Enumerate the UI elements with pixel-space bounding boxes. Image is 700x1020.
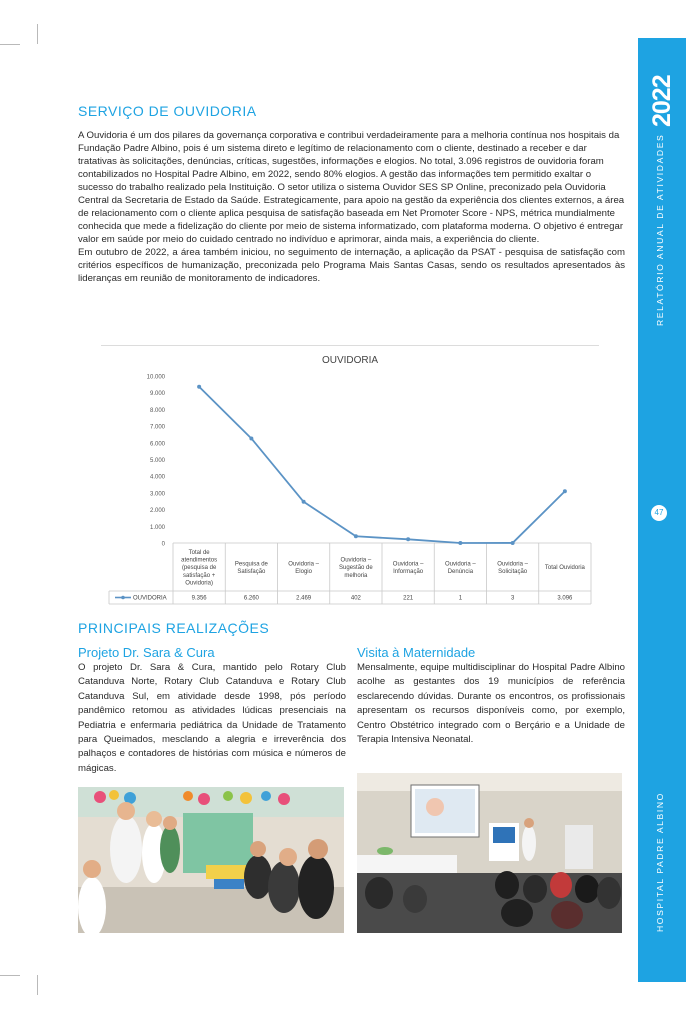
x-category-label: Total Ouvidoria: [544, 565, 585, 572]
series-line-ouvidoria: [199, 387, 565, 543]
crop-mark: [0, 975, 20, 976]
year-logo: 2022: [648, 75, 676, 127]
x-category-label: Denúncia: [447, 569, 474, 575]
data-point: [406, 537, 410, 541]
x-category-label: Informação: [393, 569, 424, 575]
hospital-label: HOSPITAL PADRE ALBINO: [655, 792, 665, 932]
x-category-label: Ouvidoria): [185, 580, 213, 587]
y-tick-label: 7.000: [149, 424, 165, 431]
data-value-label: 6.260: [243, 595, 259, 602]
x-category-label: Ouvidoria –: [340, 557, 372, 564]
x-category-label: Ouvidoria –: [497, 561, 528, 568]
crop-mark: [37, 24, 38, 44]
x-category-label: (pesquisa de: [181, 565, 217, 572]
y-tick-label: 4.000: [149, 474, 165, 481]
data-value-label: 402: [350, 595, 361, 602]
page-number: 47: [651, 505, 667, 521]
chart-title: OUVIDORIA: [321, 355, 379, 366]
data-point: [354, 534, 358, 538]
data-point: [249, 436, 253, 440]
x-category-label: Sugestão de: [339, 565, 373, 572]
crop-mark: [37, 975, 38, 995]
y-tick-label: 2.000: [149, 508, 165, 515]
ouvidoria-heading: SERVIÇO DE OUVIDORIA: [78, 103, 257, 119]
x-category-label: Pesquisa de: [234, 561, 268, 568]
project1-text: O projeto Dr. Sara & Cura, mantido pelo Rotary Club Catanduva Norte, Rotary Club Catanduva e Rotary Club Catanduva Sul, em atividade desde 1998, pós período pandêmico retomou as atividades lúdicas presenciais na Pediatria e enfermaria pediátrica da Unidade de Tratamento para Queimados, mesclando a alegria e irreverência dos palhaços e contadores de histórias com música e números de mágicas.: [78, 662, 346, 774]
y-tick-label: 8.000: [149, 407, 165, 414]
legend-marker: [121, 596, 125, 600]
y-tick-label: 6.000: [149, 441, 165, 448]
realizacoes-heading: PRINCIPAIS REALIZAÇÕES: [78, 620, 270, 636]
x-category-label: Elogio: [295, 569, 312, 575]
data-point: [197, 385, 201, 389]
data-point: [458, 541, 462, 545]
x-category-label: Total de: [188, 550, 210, 556]
y-tick-label: 5.000: [149, 458, 165, 464]
x-category-label: Ouvidoria –: [392, 561, 424, 568]
x-category-label: Satisfação: [237, 569, 266, 575]
project2-text: Mensalmente, equipe multidisciplinar do Hospital Padre Albino acolhe as gestantes dos 19 municípios de referência esclarecendo dúvidas. Durante os encontros, os profissionais apresentam os recursos disponíveis como, por exemplo, Centro Obstétrico integrado com o Berçário e a Unidade de Terapia Intensiva Neonatal.: [357, 662, 625, 746]
x-category-label: atendimentos: [181, 557, 218, 564]
chart-svg: [101, 346, 599, 608]
ouvidoria-chart: [101, 345, 599, 608]
data-value-label: 221: [403, 595, 414, 602]
y-tick-label: 10.000: [146, 374, 165, 381]
x-category-label: Ouvidoria –: [445, 561, 476, 568]
legend-label: OUVIDORIA: [133, 595, 167, 602]
data-point: [511, 541, 515, 545]
ouvidoria-paragraph-2: Em outubro de 2022, a área também iniciou, no seguimento de internação, a aplicação da PSAT - pesquisa de satisfação com critérios específicos de humanização, preconizada pelo Programa Mais Santas Casas, sendo os resultados apresentados às lideranças em reunião de monitoramento de indicadores.: [78, 247, 625, 284]
x-category-label: melhoria: [344, 572, 368, 579]
data-value-label: 1: [458, 595, 463, 602]
crop-mark: [0, 44, 20, 45]
ouvidoria-body: [78, 129, 625, 285]
data-value-label: 2.469: [296, 595, 312, 602]
y-tick-label: 9.000: [149, 391, 165, 398]
data-point: [302, 500, 306, 504]
y-tick-label: 3.000: [149, 491, 165, 498]
report-label: RELATÓRIO ANUAL DE ATIVIDADES: [655, 133, 665, 326]
data-point: [563, 489, 567, 493]
data-value-label: 3: [510, 595, 515, 602]
ouvidoria-paragraph-1: A Ouvidoria é um dos pilares da governança corporativa e contribui verdadeiramente para a melhoria contínua nos hospitais da Fundação Padre Albino, pois é um sistema direto e legítimo de relacionamento com o cliente, destinado a receber e dar tratativas às solicitações, denúncias, críticas, sugestões, informações e elogios. No total, 3.096 registros de ouvidoria foram contabilizados no Hospital Padre Albino, em 2022, sendo 80% elogios. A gestão das informações tem permitido exaltar o sucesso do trabalho realizado pela Instituição. O setor utiliza o sistema Ouvidor SES SP Online, preconizado pela Ouvidoria Central da Secretaria de Estado da Saúde. Estrategicamente, para apoio na gestão da experiência dos clientes externos, a área de relacionamento com o cliente aplica pesquisa de satisfação baseada em Net Promoter Score - NPS, métrica mundialmente conhecida que mede a fidelização do cliente por meio de sistema informatizado, com plataforma moderna. O objetivo é entregar valor em saúde por meio do cuidado centrado no indivíduo e aprimorar, ainda mais, a experiência do cliente.: [78, 130, 625, 245]
x-category-label: Solicitação: [498, 569, 528, 575]
project1-title: Projeto Dr. Sara & Cura: [78, 645, 215, 660]
project2-title: Visita à Maternidade: [357, 645, 476, 660]
y-tick-label: 1.000: [149, 524, 165, 531]
data-value-label: 3.096: [557, 595, 573, 602]
x-category-label: satisfação +: [183, 572, 216, 579]
pediatric-clowns-photo: [78, 787, 344, 933]
data-value-label: 9.356: [191, 595, 207, 602]
x-category-label: Ouvidoria –: [288, 561, 319, 568]
y-tick-label: 0: [161, 541, 165, 548]
maternity-visit-photo: [357, 773, 622, 933]
